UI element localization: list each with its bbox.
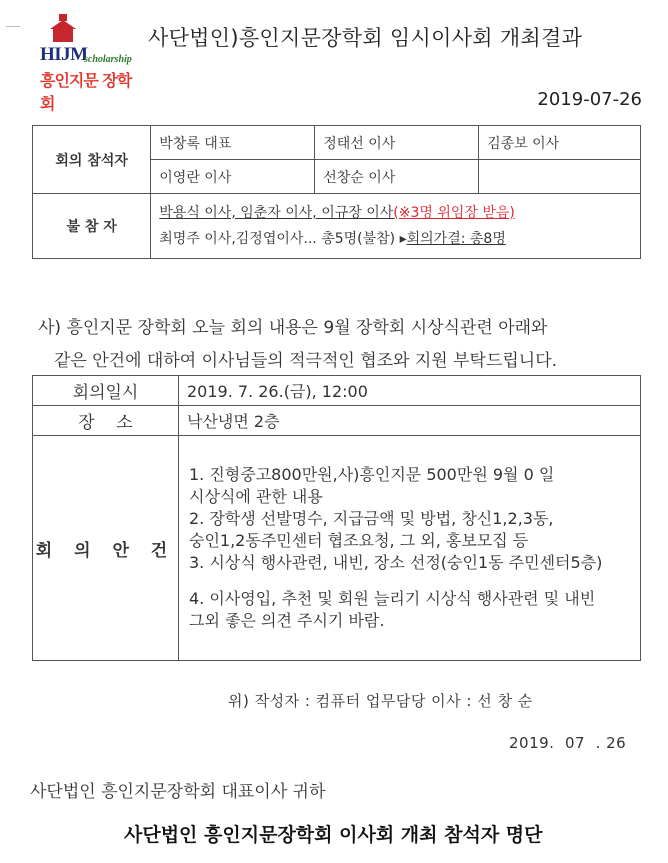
attendee-list-title: 사단법인 흥인지문장학회 이사회 개최 참석자 명단	[124, 824, 543, 846]
present-cell: 김종보 이사	[479, 126, 641, 160]
logo-name: 흥인지문 장학회	[40, 71, 132, 113]
quorum-note: 회의가결: 총8명	[406, 231, 506, 247]
agenda-item: 3. 시상식 행사관련, 내빈, 장소 선정(숭인1동 주민센터5층)	[189, 553, 603, 572]
writer-line: 위) 작성자 : 컴퓨터 업무담당 이사 : 선 창 순	[228, 692, 533, 710]
datetime-value: 2019. 7. 26.(금), 12:00	[179, 376, 641, 406]
present-cell: 박창록 대표	[151, 126, 315, 160]
agenda-label: 회 의 안 건	[33, 436, 179, 661]
logo-brand: HIJM	[40, 44, 88, 65]
absent-names: 박용식 이사, 임춘자 이사, 이규장 이사	[159, 205, 394, 221]
logo	[30, 14, 145, 113]
absent-line-1	[159, 200, 632, 226]
place-label: 장 소	[33, 406, 179, 436]
addressee: 사단법인 흥인지문장학회 대표이사 귀하	[30, 782, 326, 802]
absent-line-2	[159, 226, 632, 252]
logo-brand-sub: scholarship	[84, 54, 132, 65]
present-cell: 정태선 이사	[315, 126, 479, 160]
place-value: 낙산냉면 2층	[179, 406, 641, 436]
absent-label: 불 참 자	[33, 194, 151, 259]
agenda-item: 1. 진형중고800만원,사)흥인지문 500만원 9월 0 일 시상식에 관한 내용	[189, 465, 555, 506]
document-date: 2019-07-26	[537, 89, 642, 110]
corner-mark	[6, 26, 20, 27]
absent-cell	[151, 194, 641, 259]
agenda-list	[179, 436, 641, 661]
datetime-label: 회의일시	[33, 376, 179, 406]
intro-line-1: 사) 흥인지문 장학회 오늘 회의 내용은 9월 장학회 시상식관련 아래와	[38, 318, 548, 338]
absent-names-2: 최명주 이사,김정엽이사... 총5명(불참) ▸	[159, 231, 407, 247]
proxy-note: (※3명 위임장 받음)	[393, 205, 515, 221]
intro-line-2: 같은 안건에 대하여 이사님들의 적극적인 협조와 지원 부탁드립니다.	[54, 351, 558, 371]
present-cell	[479, 160, 641, 194]
building-icon	[50, 14, 76, 44]
present-cell: 이영란 이사	[151, 160, 315, 194]
agenda-item: 4. 이사영입, 추천 및 회원 늘리기 시상식 행사관련 및 내빈 그외 좋은 의견 주시기 바람.	[189, 589, 596, 630]
present-label: 회의 참석자	[33, 126, 151, 194]
present-cell: 선창순 이사	[315, 160, 479, 194]
agenda-item: 2. 장학생 선발명수, 지급금액 및 방법, 창신1,2,3동, 숭인1,2동주민센터 협조요청, 그 외, 홍보모집 등	[189, 509, 554, 550]
attendance-table	[32, 125, 641, 259]
meeting-table	[32, 375, 641, 661]
document-title: 사단법인)흥인지문장학회 임시이사회 개최결과	[148, 26, 583, 50]
sign-date: 2019. 07 . 26	[509, 734, 627, 752]
